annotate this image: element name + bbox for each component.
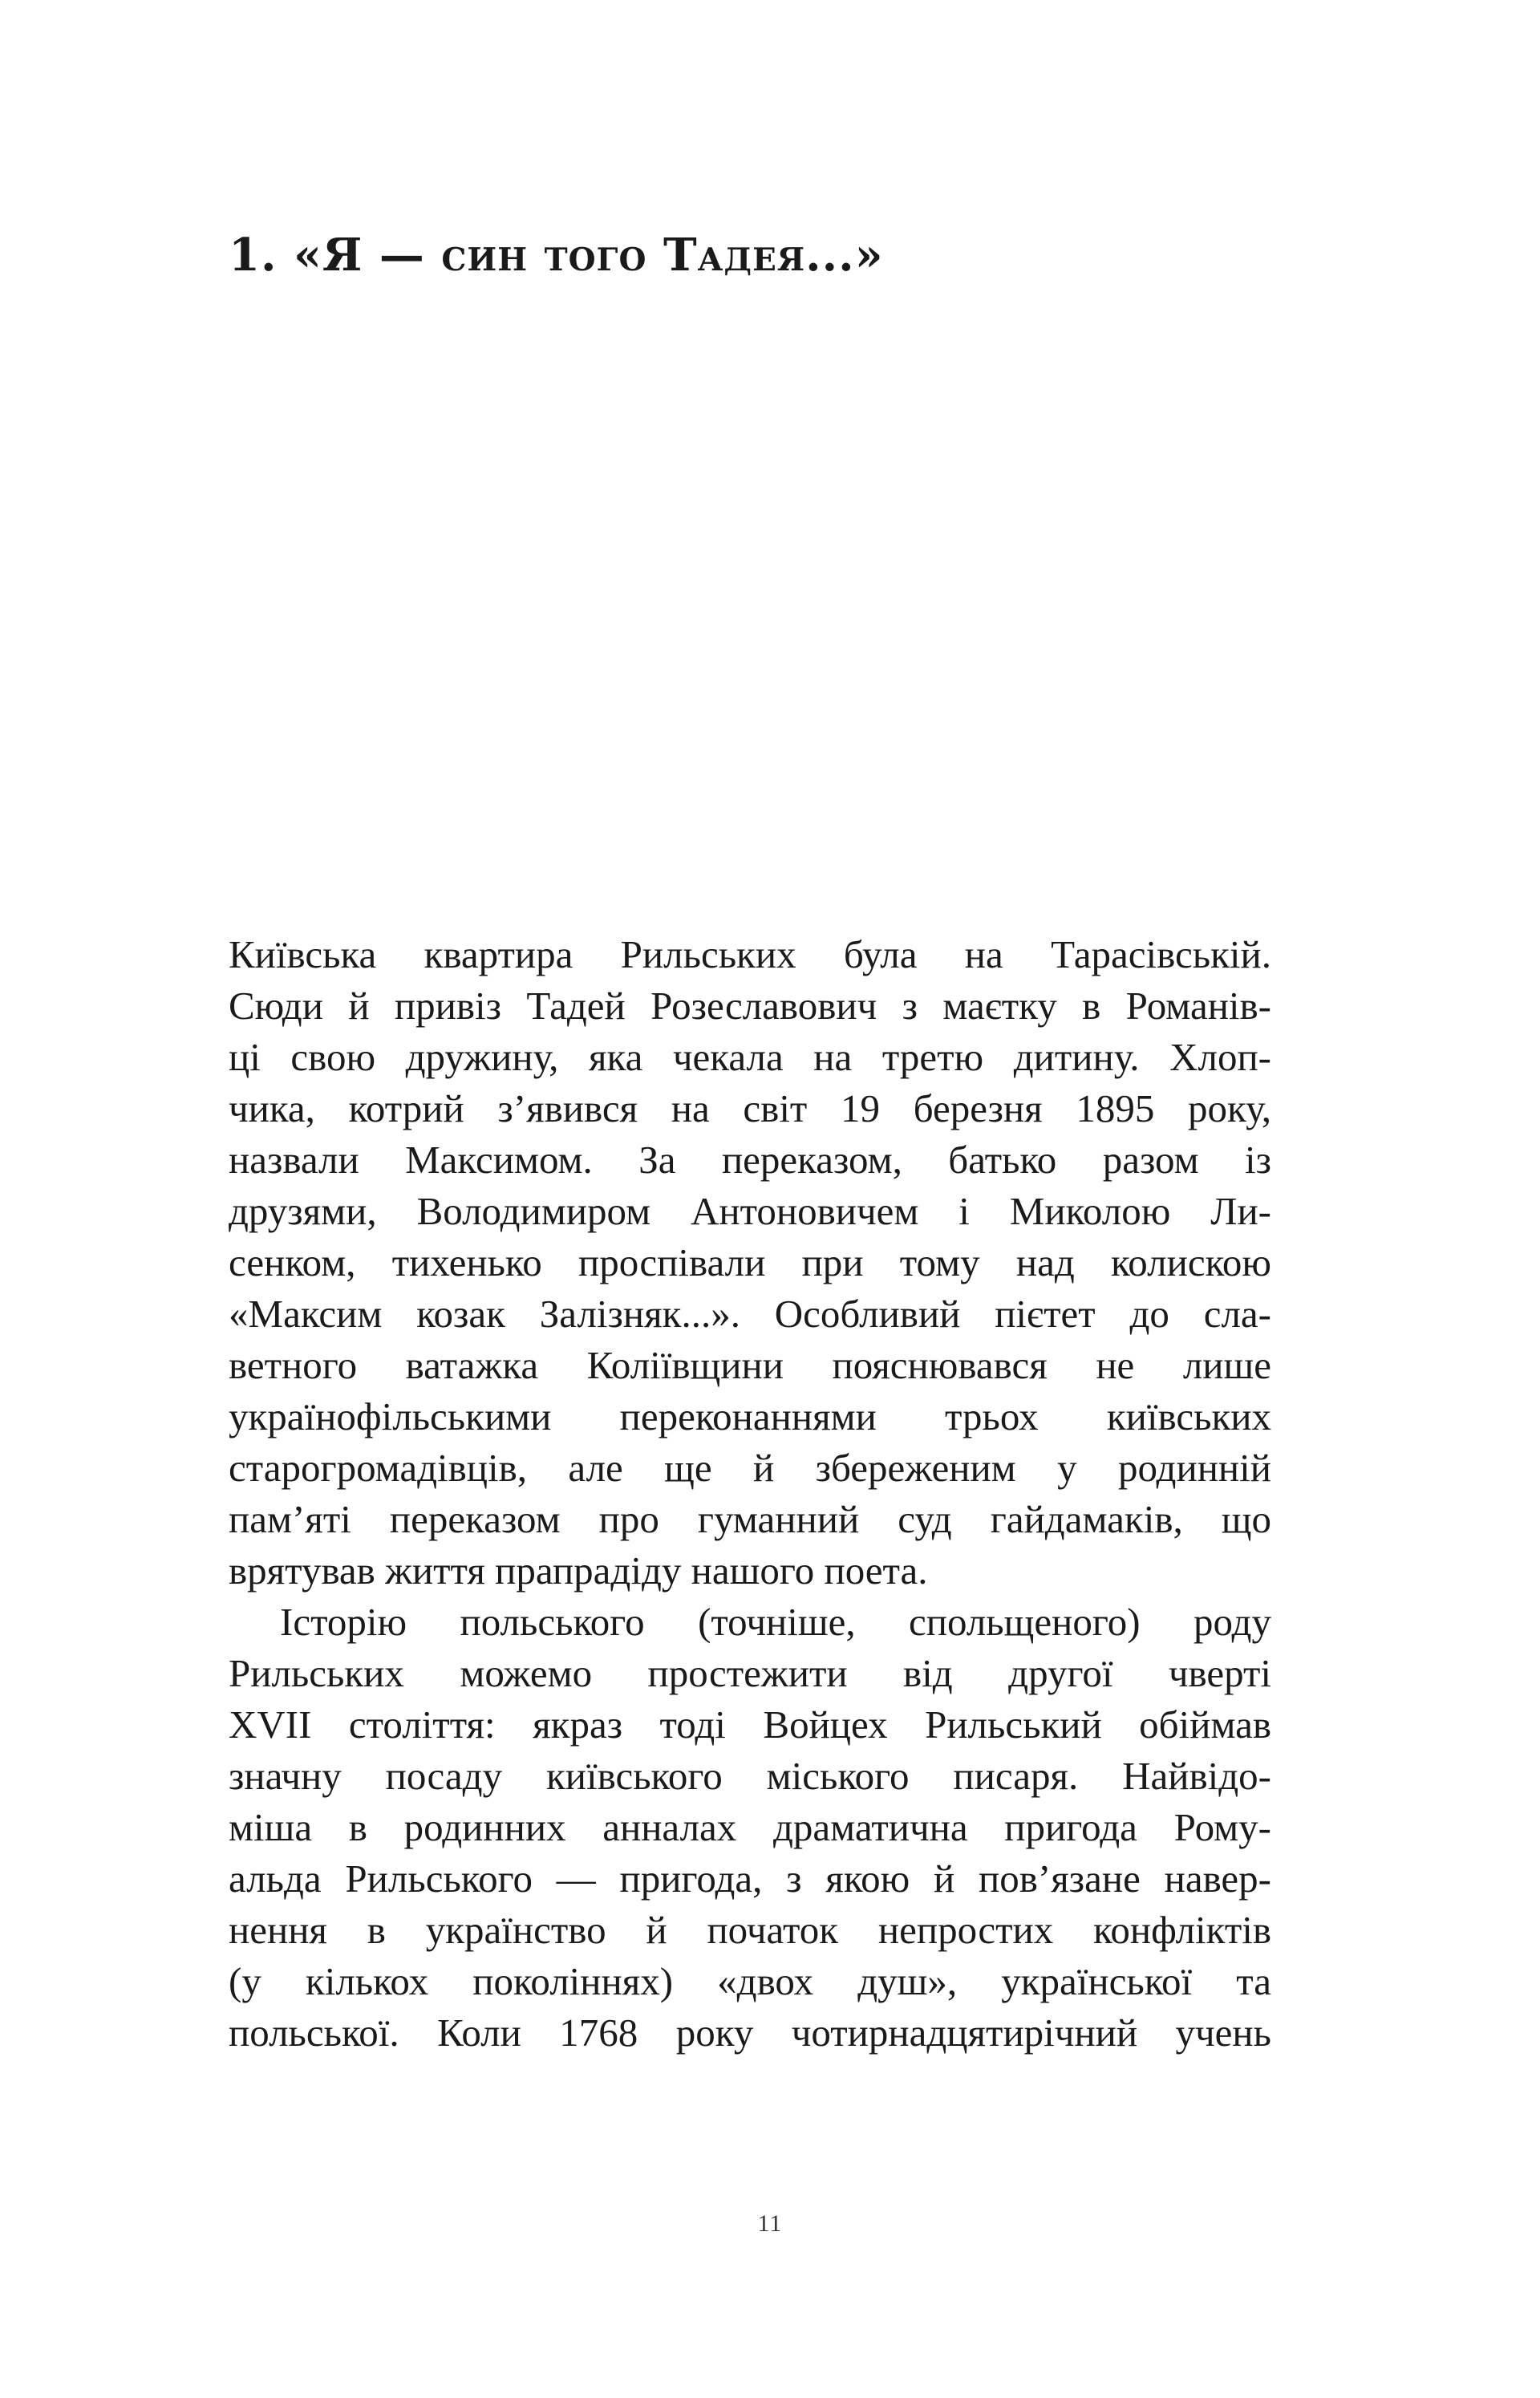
text-line: назвали Максимом. За переказом, батько разом із — [229, 1138, 1271, 1182]
text-line: українофільськими переконаннями трьох київських — [229, 1394, 1271, 1438]
text-line: міша в родинних анналах драматична пригода Рому- — [229, 1805, 1271, 1849]
paragraph-1 — [229, 929, 1271, 1597]
text-line: «Максим козак Залізняк...». Особливий пієтет до сла- — [229, 1292, 1271, 1336]
text-line: (у кількох поколіннях) «двох душ», української та — [229, 1959, 1271, 2003]
paragraph-2 — [229, 1597, 1271, 2059]
text-line: друзями, Володимиром Антоновичем і Миколою Ли- — [229, 1189, 1271, 1233]
text-line: Історію польського (точніше, спольщеного) роду — [280, 1600, 1271, 1644]
text-line: альда Рильського — пригода, з якою й пов’язане навер- — [229, 1856, 1271, 1901]
text-line: старогромадівців, але ще й збереженим у родинній — [229, 1446, 1271, 1490]
text-line: значну посаду київського міського писаря. Найвідо- — [229, 1754, 1271, 1798]
page-number: 11 — [757, 2210, 783, 2237]
text-line: Київська квартира Рильських була на Тарасівській. — [229, 932, 1271, 976]
body-text — [229, 929, 1271, 2059]
text-line: Рильських можемо простежити від другої чверті — [229, 1651, 1271, 1695]
text-line: Сюди й привіз Тадей Розеславович з маєтку в Романів- — [229, 984, 1271, 1028]
text-line: чика, котрий з’явився на світ 19 березня 1895 року, — [229, 1086, 1271, 1130]
text-line: ветного ватажка Коліївщини пояснювався не лише — [229, 1343, 1271, 1387]
text-line: пам’яті переказом про гуманний суд гайдамаків, що — [229, 1497, 1271, 1541]
text-line: нення в українство й початок непростих конфліктів — [229, 1908, 1271, 1952]
text-line: сенком, тихенько проспівали при тому над колискою — [229, 1240, 1271, 1284]
text-line: врятував життя прапрадіду нашого поета. — [229, 1548, 928, 1593]
text-line: польської. Коли 1768 року чотирнадцятирічний учень — [229, 2011, 1271, 2055]
text-line: XVII століття: якраз тоді Войцех Рильський обіймав — [229, 1702, 1271, 1747]
text-line: ці свою дружину, яка чекала на третю дитину. Хлоп- — [229, 1035, 1271, 1079]
chapter-title: 1. «Я — син того Тадея...» — [229, 229, 884, 282]
